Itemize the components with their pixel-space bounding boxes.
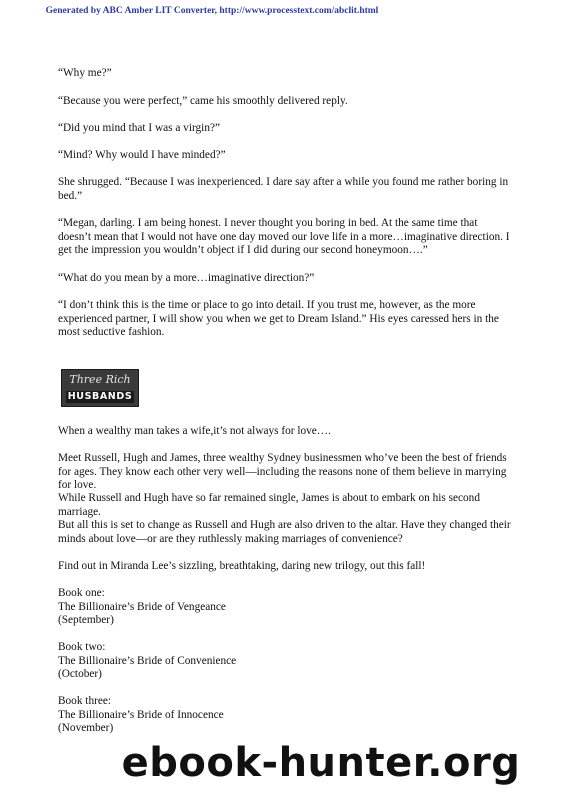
logo-band-text: HUSBANDS: [67, 391, 133, 402]
logo-band: [66, 391, 134, 403]
dialogue-line: She shrugged. “Because I was inexperienced. I dare say after a while you found me rather boring in bed.”: [58, 176, 509, 202]
promo-paragraph: But all this is set to change as Russell and Hugh are also driven to the altar. Have they changed their minds about love—or are they ruthlessly making marriages of convenience?: [58, 519, 511, 545]
dialogue-line: “Did you mind that I was a virgin?”: [58, 122, 220, 134]
three-rich-husbands-logo: [61, 369, 139, 407]
book-title: The Billionaire’s Bride of Innocence: [58, 708, 224, 721]
promo-paragraph: While Russell and Hugh have so far remained single, James is about to embark on his second marriage.: [58, 492, 480, 518]
book-entry: [58, 695, 513, 736]
book-title: The Billionaire’s Bride of Vengeance: [58, 600, 226, 613]
dialogue-line: “I don’t think this is the time or place to go into detail. If you trust me, however, as the more experienced partner, I will show you when we get to Dream Island.” His eyes caressed hers in the most seductive fashion.: [58, 299, 499, 339]
logo-script-text: Three Rich: [69, 373, 131, 386]
promo-paragraph: Meet Russell, Hugh and James, three wealthy Sydney businessmen who’ve been the best of friends for ages. They know each other very well—including the reasons none of them believe in marrying for love.: [58, 452, 507, 492]
book-entry: [58, 641, 513, 682]
promo-paragraph: When a wealthy man takes a wife,it’s not always for love….: [58, 425, 331, 437]
book-label: Book one:: [58, 587, 105, 599]
dialogue-line: “Because you were perfect,” came his smoothly delivered reply.: [58, 95, 348, 107]
site-watermark: ebook-hunter.org: [121, 740, 521, 786]
dialogue-line: “What do you mean by a more…imaginative direction?”: [58, 272, 315, 284]
dialogue-line: “Mind? Why would I have minded?”: [58, 149, 226, 161]
book-label: Book three:: [58, 695, 112, 707]
book-entry: [58, 587, 513, 628]
converter-header: Generated by ABC Amber LIT Converter, http://www.processtext.com/abclit.html: [45, 6, 379, 16]
dialogue-line: “Why me?”: [58, 67, 112, 79]
book-label: Book two:: [58, 641, 106, 653]
book-month: (November): [58, 722, 114, 735]
book-month: (October): [58, 668, 102, 681]
book-month: (September): [58, 614, 114, 627]
dialogue-line: “Megan, darling. I am being honest. I never thought you boring in bed. At the same time that doesn’t mean that I would not have one day moved our love life in a more…imaginative direction. I get the impression you wouldn’t object if I did during our second honeymoon….”: [58, 217, 510, 257]
promo-paragraph: Find out in Miranda Lee’s sizzling, breathtaking, daring new trilogy, out this fall!: [58, 560, 426, 572]
book-title: The Billionaire’s Bride of Convenience: [58, 654, 237, 667]
